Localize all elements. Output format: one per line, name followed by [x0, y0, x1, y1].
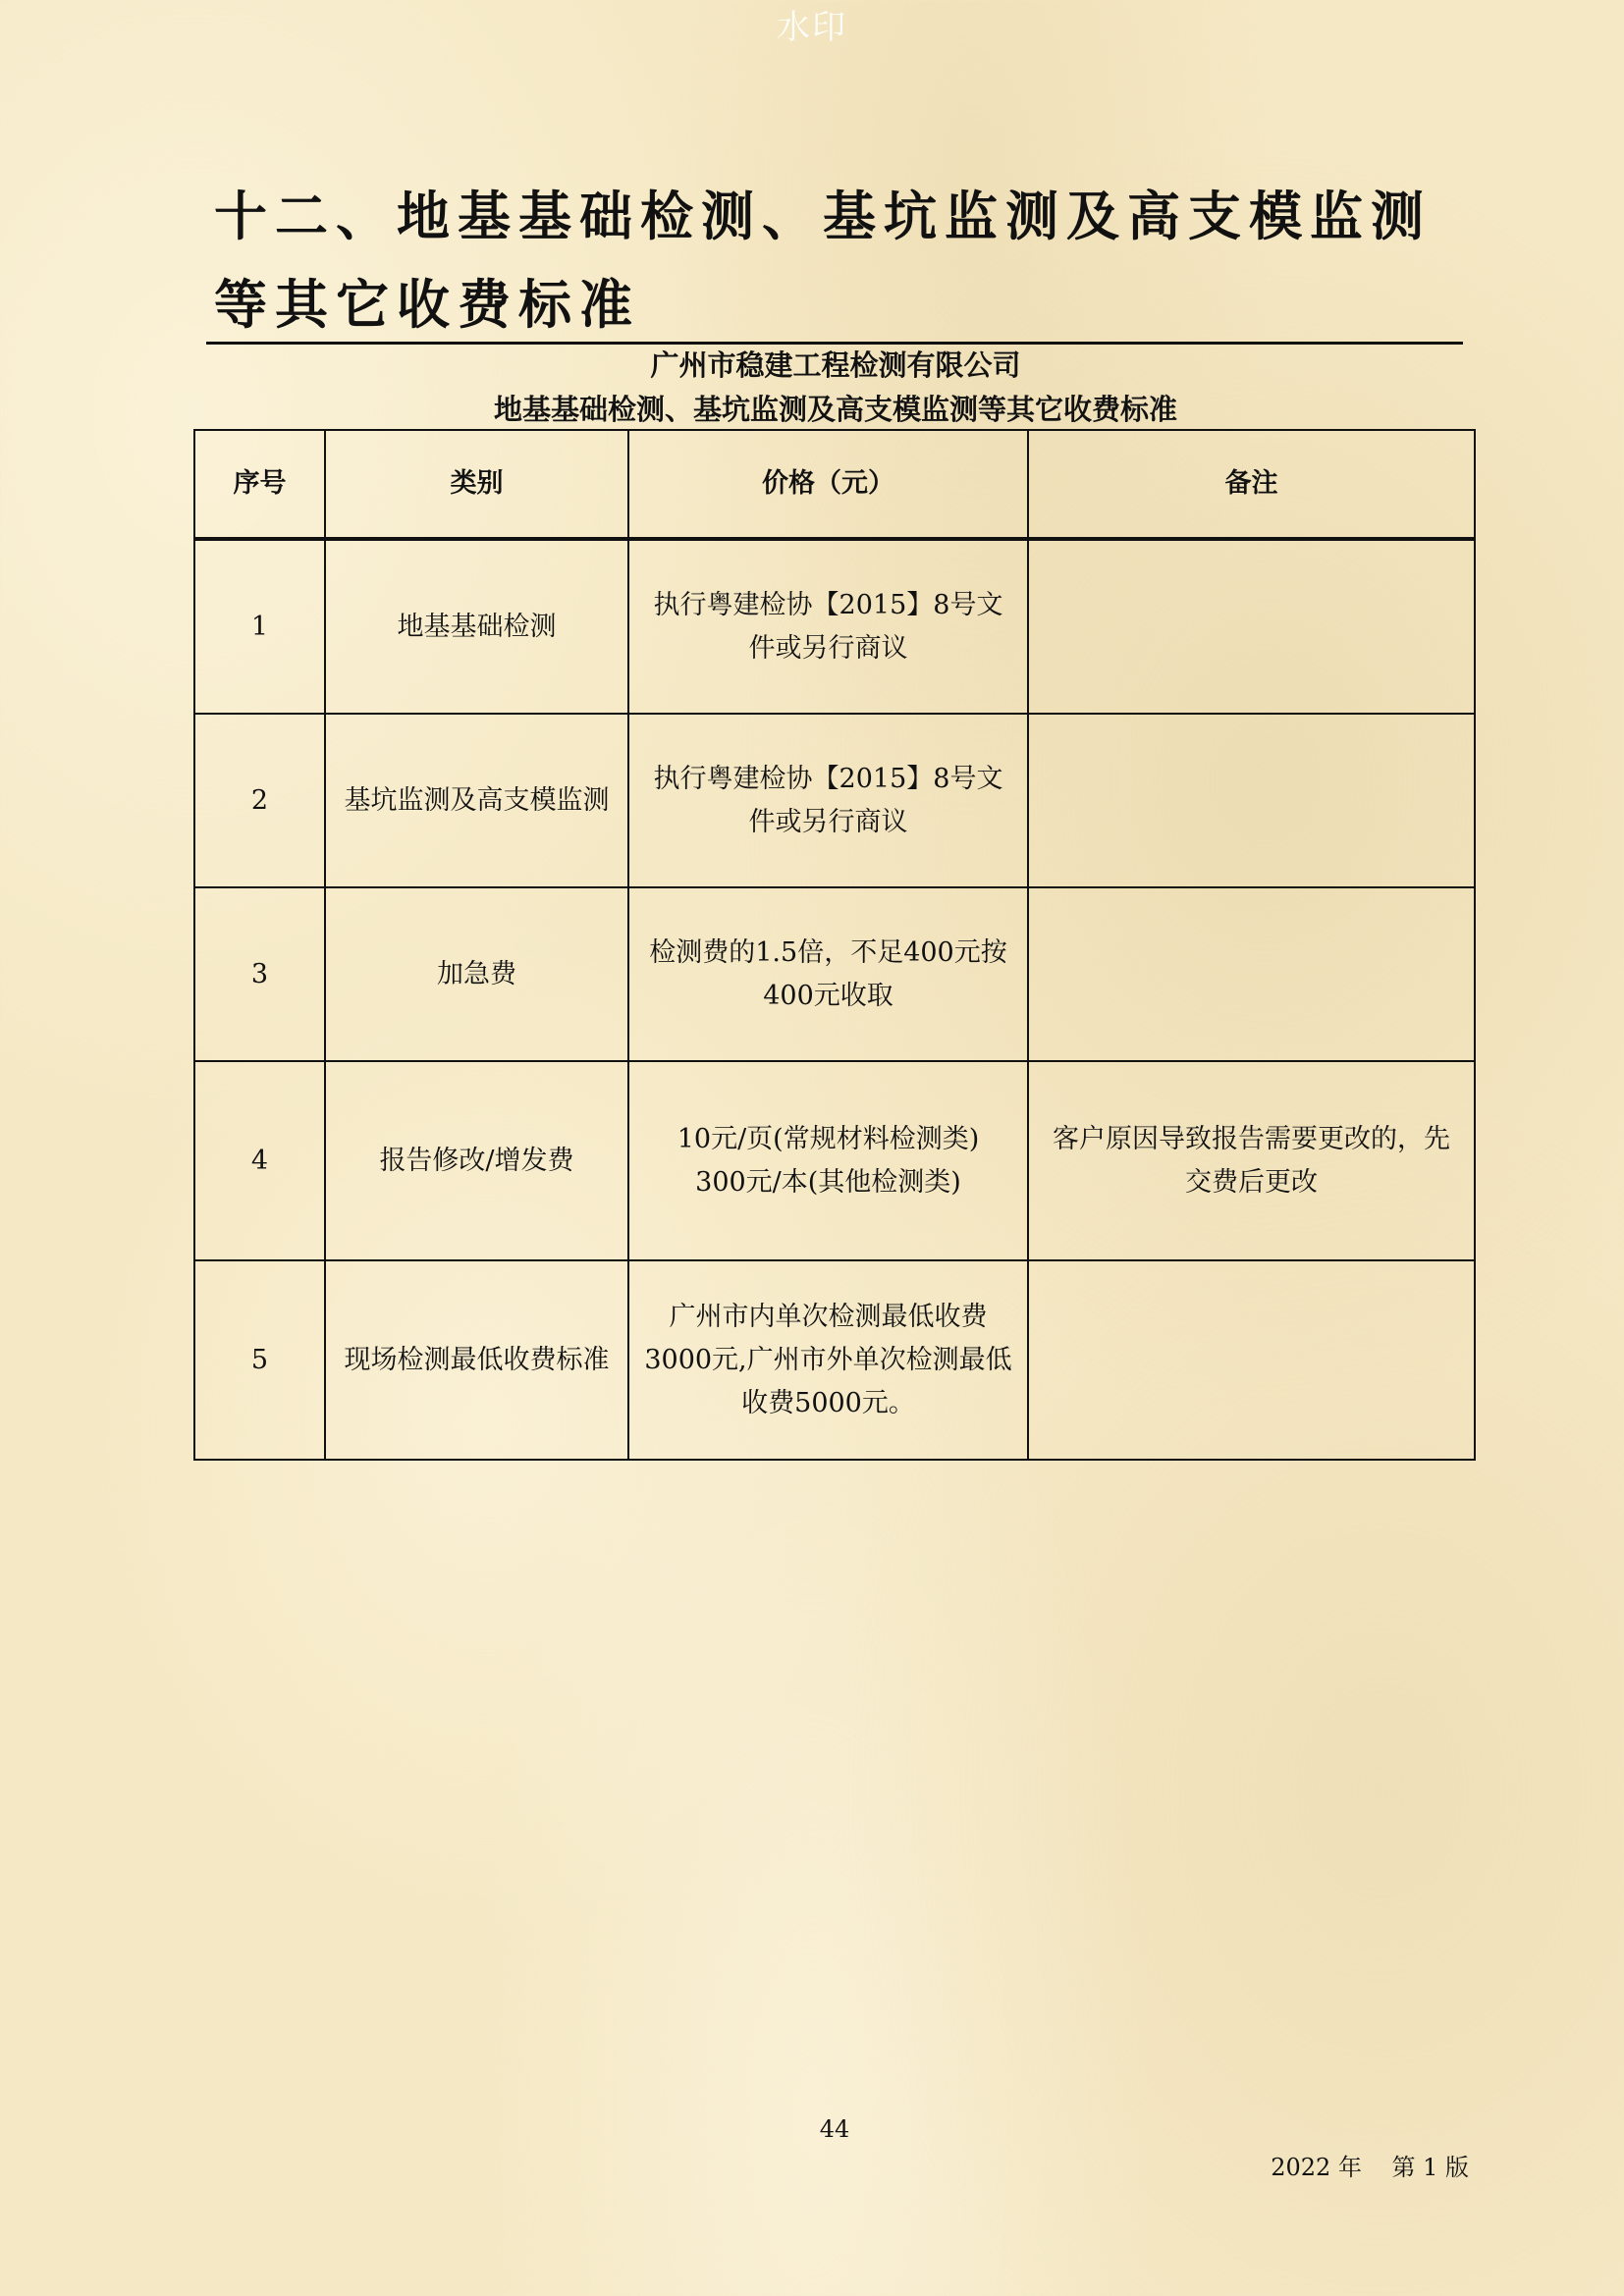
row-category: 基坑监测及高支模监测	[325, 714, 628, 887]
row-note	[1028, 887, 1475, 1061]
table-title: 地基基础检测、基坑监测及高支模监测等其它收费标准	[493, 393, 1177, 426]
page-number: 44	[819, 2115, 850, 2143]
row-note	[1028, 714, 1475, 887]
row-price: 执行粤建检协【2015】8号文件或另行商议	[628, 539, 1028, 714]
row-number: 2	[194, 714, 325, 887]
table-row	[194, 1061, 1475, 1260]
table-row	[194, 539, 1475, 714]
row-number: 4	[194, 1061, 325, 1260]
row-number: 5	[194, 1260, 325, 1460]
table-row	[194, 887, 1475, 1061]
table-header-row	[194, 430, 1475, 539]
header-category: 类别	[325, 430, 628, 539]
header-price: 价格（元）	[628, 430, 1028, 539]
chapter-title: 十二、地基基础检测、基坑监测及高支模监测等其它收费标准	[214, 185, 1432, 336]
fee-table	[193, 429, 1476, 1461]
row-note	[1028, 1260, 1475, 1460]
price-line: 10元/页(常规材料检测类)	[677, 1123, 980, 1154]
row-note	[1028, 539, 1475, 714]
row-number: 1	[194, 539, 325, 714]
row-price: 广州市内单次检测最低收费3000元,广州市外单次检测最低收费5000元。	[628, 1260, 1028, 1460]
row-price: 执行粤建检协【2015】8号文件或另行商议	[628, 714, 1028, 887]
row-category: 现场检测最低收费标准	[325, 1260, 628, 1460]
title-divider	[206, 342, 1463, 345]
row-number: 3	[194, 887, 325, 1061]
row-category: 报告修改/增发费	[325, 1061, 628, 1260]
header-no: 序号	[194, 430, 325, 539]
header-note: 备注	[1028, 430, 1475, 539]
company-name: 广州市稳建工程检测有限公司	[650, 348, 1021, 382]
row-price	[628, 1061, 1028, 1260]
price-line: 300元/本(其他检测类)	[695, 1166, 961, 1198]
edition-label: 2022 年 第 1 版	[1271, 2154, 1469, 2181]
row-note: 客户原因导致报告需要更改的，先交费后更改	[1028, 1061, 1475, 1260]
row-category: 加急费	[325, 887, 628, 1061]
watermark: 水印	[777, 8, 847, 47]
table-row	[194, 1260, 1475, 1460]
row-category: 地基基础检测	[325, 539, 628, 714]
table-row	[194, 714, 1475, 887]
row-price: 检测费的1.5倍，不足400元按400元收取	[628, 887, 1028, 1061]
